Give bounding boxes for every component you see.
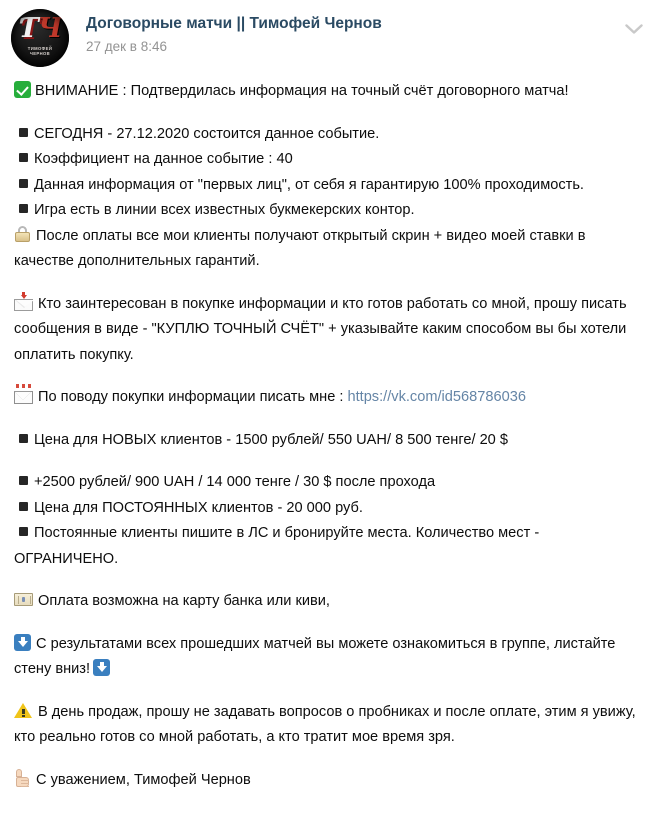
bullet-line [14,470,647,496]
attention-line [14,79,647,105]
price-new-clients-line [14,428,647,454]
avatar-monogram [11,14,69,44]
post-header [0,0,659,70]
avatar-monogram-left: Ƭ [18,13,38,44]
attention-text: ВНИМАНИЕ : Подтвердилась информация на точный счёт договорного матча! [35,83,569,99]
black-small-square-bullet [19,179,28,188]
bullet-text: Коэффициент на данное событие : 40 [34,151,293,167]
contact-line [14,385,647,411]
avatar-monogram-right: Ч [37,13,62,44]
avatar-subtitle-line2: ЧЕРНОВ [29,51,51,56]
lock-line [14,224,647,275]
avatar-subtitle-line1: ТИМОФЕЙ [27,46,53,51]
bullet-text: Цена для ПОСТОЯННЫХ клиентов - 20 000 руб. [34,499,363,516]
results-line [14,632,647,683]
bullet-text: +2500 рублей/ 900 UAH / 14 000 тенге / 30 $ после прохода [34,474,436,490]
warning-line [14,700,647,751]
lock-line-text: После оплаты все мои клиенты получают открытый скрин + видео моей ставки в качестве дополнительных гарантий. [14,227,586,269]
bullet-line [14,147,647,173]
envelope-emoji [14,387,33,404]
post-header-text [86,9,382,55]
down-arrow-emoji [93,659,110,676]
black-small-square-bullet [19,128,28,137]
down-arrow-emoji [14,634,31,651]
black-small-square-bullet [19,476,28,485]
warning-emoji [14,702,33,719]
bullet-text: СЕГОДНЯ - 27.12.2020 состоится данное событие. [34,125,380,142]
post-body [0,70,659,793]
warning-line-text: В день продаж, прошу не задавать вопросов о пробниках и после оплате, этим я увижу, кто реально готов со мной работать, а кто тратит мое время зря. [14,703,636,745]
contact-line-text: По поводу покупки информации писать мне : [38,389,348,405]
payment-line [14,589,647,615]
post-timestamp[interactable]: 27 дек в 8:46 [86,39,168,54]
bullet-text: Данная информация от "первых лиц", от себя я гарантирую 100% проходимость. [34,176,584,193]
black-small-square-bullet [19,153,28,162]
thumbs-up-emoji [14,770,31,787]
signature-text: С уважением, Тимофей Чернов [36,771,251,788]
bullet-text: Игра есть в линии всех известных букмекерских контор. [34,202,415,218]
bullet-text: Постоянные клиенты пишите в ЛС и бронируйте места. Количество мест - ОГРАНИЧЕНО. [14,525,540,567]
vk-profile-link[interactable]: https://vk.com/id568786036 [347,389,526,405]
group-name[interactable]: Договорные матчи || Тимофей Чернов [86,15,382,32]
lock-emoji [14,226,31,243]
results-line-text: С результатами всех прошедших матчей вы можете ознакомиться в группе, листайте стену вниз! [14,635,616,677]
inbox-line-text: Кто заинтересован в покупке информации и кто готов работать со мной, прошу писать сообщения в виде - "КУПЛЮ ТОЧНЫЙ СЧЁТ" + указывайте каким способом вы бы хотели оплатить покупку. [14,295,627,363]
bullet-line [14,122,647,148]
black-small-square-bullet [19,434,28,443]
signature-line [14,768,647,794]
chevron-down-icon[interactable] [623,18,645,40]
white-check-mark-emoji [14,81,31,98]
avatar-subtitle [11,46,69,56]
payment-line-text: Оплата возможна на карту банка или киви, [38,593,330,609]
bullet-line [14,198,647,224]
envelope-with-down-arrow-emoji [14,294,33,311]
bullet-line [14,521,647,572]
black-small-square-bullet [19,204,28,213]
black-small-square-bullet [19,502,28,511]
bullet-line [14,173,647,199]
inbox-line [14,292,647,369]
black-small-square-bullet [19,527,28,536]
banknote-emoji [14,593,33,606]
avatar[interactable] [11,9,69,67]
price-new-clients-text: Цена для НОВЫХ клиентов - 1500 рублей/ 550 UAH/ 8 500 тенге/ 20 $ [34,431,508,448]
bullet-line [14,496,647,522]
